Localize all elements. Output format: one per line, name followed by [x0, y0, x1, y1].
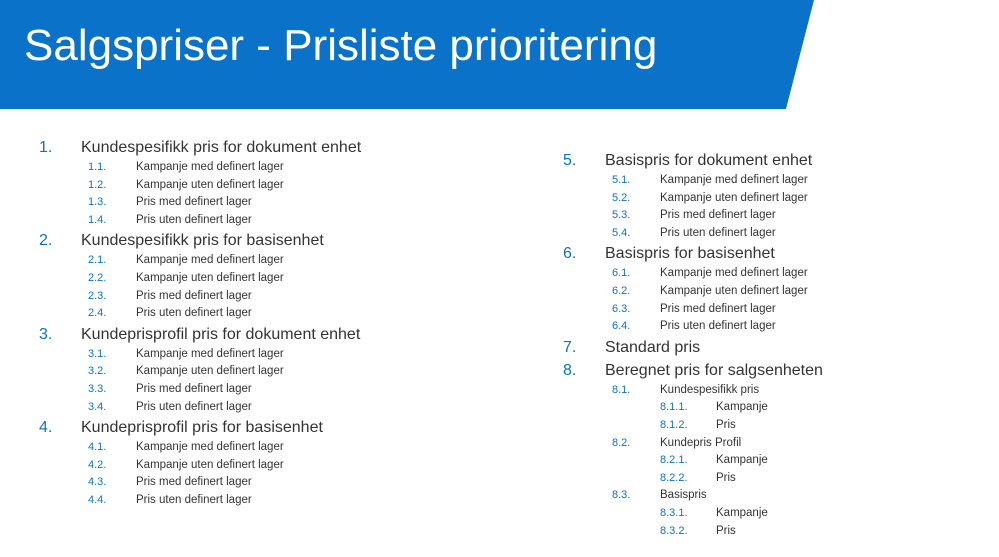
list-item — [563, 242, 983, 265]
list-label: Kampanje uten definert lager — [136, 271, 284, 284]
list-number: 8. — [563, 361, 577, 379]
list-number: 6.2. — [612, 284, 631, 297]
list-number: 8.1. — [612, 383, 631, 396]
list-label: Basispris — [660, 489, 707, 502]
sub-list-item — [563, 318, 983, 336]
sub-sub-list-item — [563, 523, 983, 541]
list-label: Pris — [716, 524, 736, 537]
list-label: Kampanje — [716, 506, 768, 519]
sub-list-item — [563, 225, 983, 243]
list-label: Pris uten definert lager — [136, 400, 252, 413]
priority-list-left — [39, 136, 509, 510]
list-number: 8.2. — [612, 436, 631, 449]
list-number: 5. — [563, 152, 577, 169]
list-label: Beregnet pris for salgsenheten — [605, 361, 823, 379]
list-label: Kundespesifikk pris for dokument enhet — [81, 139, 362, 156]
list-label: Pris uten definert lager — [136, 493, 252, 506]
list-item — [563, 149, 983, 172]
list-label: Kampanje uten definert lager — [136, 458, 284, 471]
list-number: 5.3. — [612, 209, 631, 222]
list-number: 2.4. — [88, 307, 107, 320]
sub-list-item — [39, 457, 509, 475]
list-label: Pris uten definert lager — [136, 307, 252, 320]
list-item — [39, 416, 509, 439]
list-label: Pris uten definert lager — [660, 320, 776, 333]
list-number: 7. — [563, 338, 577, 356]
list-number: 6.1. — [612, 267, 631, 280]
list-label: Kampanje med definert lager — [136, 161, 284, 173]
list-item — [563, 359, 983, 382]
sub-list-item — [39, 177, 509, 195]
list-number: 2.3. — [88, 289, 107, 302]
list-label: Kampanje — [716, 401, 768, 414]
list-label: Pris med definert lager — [136, 476, 252, 489]
sub-list-item — [39, 363, 509, 381]
sub-list-item — [563, 435, 983, 453]
list-number: 8.3.1. — [660, 506, 688, 519]
list-number: 1. — [39, 139, 53, 156]
list-number: 5.2. — [612, 191, 631, 204]
page-title: Salgspriser - Prisliste prioritering — [24, 21, 658, 70]
list-number: 2. — [39, 232, 53, 250]
sub-list-item — [39, 346, 509, 364]
list-label: Basispris for basisenhet — [605, 245, 775, 263]
sub-list-item — [39, 305, 509, 323]
list-number: 4.2. — [88, 458, 107, 471]
list-label: Kampanje med definert lager — [136, 347, 284, 360]
list-label: Kundeprisprofil pris for basisenhet — [81, 419, 323, 437]
list-label: Pris med definert lager — [660, 209, 776, 222]
list-number: 3.4. — [88, 400, 107, 413]
sub-list-item — [563, 283, 983, 301]
list-number: 4.3. — [88, 476, 107, 489]
list-number: 3.1. — [88, 347, 107, 360]
sub-list-item — [563, 265, 983, 283]
list-label: Kampanje uten definert lager — [660, 284, 808, 297]
sub-list-item — [39, 194, 509, 212]
list-number: 2.1. — [88, 254, 107, 267]
sub-list-item — [563, 190, 983, 208]
sub-sub-list-item — [563, 399, 983, 417]
list-number: 1.4. — [88, 213, 107, 226]
list-item — [39, 136, 509, 159]
sub-list-item — [563, 301, 983, 319]
list-label: Pris med definert lager — [136, 289, 252, 302]
sub-sub-list-item — [563, 470, 983, 488]
list-number: 2.2. — [88, 271, 107, 284]
sub-list-item — [39, 270, 509, 288]
sub-list-item — [39, 288, 509, 306]
list-number: 5.1. — [612, 174, 631, 186]
list-label: Kundespesifikk pris for basisenhet — [81, 232, 324, 250]
list-label: Kampanje med definert lager — [136, 441, 284, 454]
list-number: 8.2.1. — [660, 454, 688, 467]
list-number: 1.2. — [88, 178, 107, 191]
list-label: Pris uten definert lager — [136, 213, 252, 226]
list-label: Basispris for dokument enhet — [605, 152, 813, 169]
sub-list-item — [39, 381, 509, 399]
list-item — [563, 336, 983, 359]
list-number: 8.3. — [612, 489, 631, 502]
sub-list-item — [39, 439, 509, 457]
list-label: Kampanje med definert lager — [660, 267, 808, 280]
list-label: Kampanje uten definert lager — [136, 365, 284, 378]
sub-sub-list-item — [563, 417, 983, 435]
list-number: 4. — [39, 419, 53, 437]
list-number: 3.3. — [88, 382, 107, 395]
list-number: 4.4. — [88, 493, 107, 506]
list-number: 8.2.2. — [660, 471, 688, 484]
list-number: 6. — [563, 245, 577, 263]
list-item — [39, 323, 509, 346]
list-number: 3. — [39, 325, 53, 343]
list-label: Pris med definert lager — [136, 382, 252, 395]
sub-list-item — [39, 252, 509, 270]
sub-list-item — [563, 382, 983, 400]
list-number: 1.1. — [88, 161, 107, 173]
list-label: Kampanje — [716, 454, 768, 467]
list-label: Kampanje uten definert lager — [660, 191, 808, 204]
sub-list-item — [39, 474, 509, 492]
sub-list-item — [563, 172, 983, 190]
list-item — [39, 229, 509, 252]
list-number: 5.4. — [612, 226, 631, 239]
list-label: Pris uten definert lager — [660, 226, 776, 239]
list-label: Kundeprisprofil pris for dokument enhet — [81, 325, 361, 343]
list-label: Pris med definert lager — [136, 196, 252, 209]
list-label: Kampanje uten definert lager — [136, 178, 284, 191]
sub-list-item — [39, 212, 509, 230]
sub-list-item — [39, 159, 509, 177]
list-number: 8.1.2. — [660, 418, 688, 431]
list-number: 3.2. — [88, 365, 107, 378]
sub-list-item — [39, 399, 509, 417]
list-label: Pris — [716, 471, 736, 484]
list-number: 6.4. — [612, 320, 631, 333]
list-number: 4.1. — [88, 441, 107, 454]
list-number: 8.1.1. — [660, 401, 688, 414]
sub-sub-list-item — [563, 505, 983, 523]
sub-sub-list-item — [563, 452, 983, 470]
sub-list-item — [39, 492, 509, 510]
priority-list-right — [563, 149, 983, 540]
list-label: Kundepris Profil — [660, 436, 742, 449]
list-number: 8.3.2. — [660, 524, 688, 537]
sub-list-item — [563, 487, 983, 505]
list-label: Kampanje med definert lager — [660, 174, 808, 186]
list-number: 6.3. — [612, 302, 631, 315]
list-label: Pris med definert lager — [660, 302, 776, 315]
list-label: Kampanje med definert lager — [136, 254, 284, 267]
list-label: Pris — [716, 418, 736, 431]
list-label: Standard pris — [605, 338, 701, 356]
list-label: Kundespesifikk pris — [660, 383, 760, 396]
sub-list-item — [563, 207, 983, 225]
list-number: 1.3. — [88, 196, 107, 209]
